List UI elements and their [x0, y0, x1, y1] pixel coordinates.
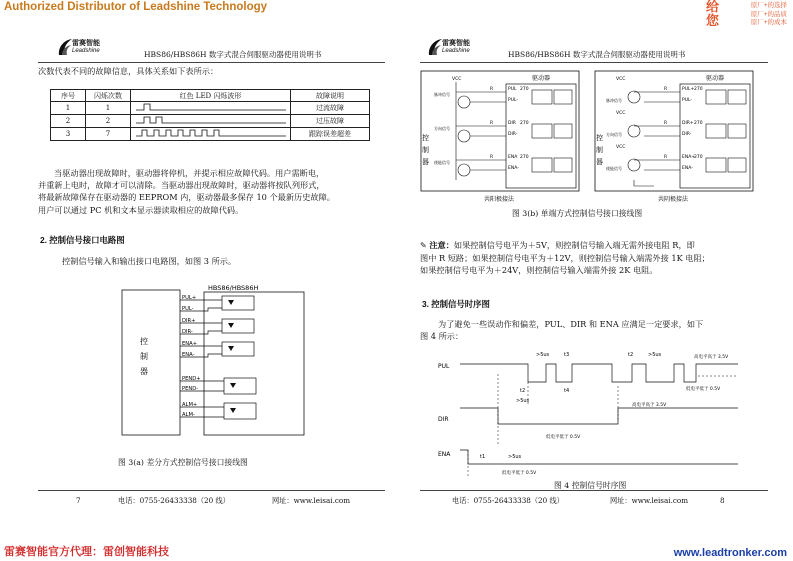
row-desc: 过压故障 [291, 115, 370, 128]
left-page-header [38, 34, 385, 63]
dir-high-level-label: 高电平高于 3.5V [632, 403, 667, 408]
signal-label: DIR- [508, 132, 518, 137]
leadshine-logo [56, 37, 118, 59]
row-desc: 过流故障 [291, 102, 370, 115]
ctrl-label-3: 器 [422, 158, 429, 166]
right-page-header [420, 34, 768, 63]
ena-signal-label: 使能信号 [434, 160, 450, 165]
led-waveform-7 [136, 128, 286, 138]
brand-slogan-mark [706, 1, 719, 29]
signal-label: ENA+ [182, 341, 198, 347]
footer-page-number: 8 [720, 496, 725, 505]
header-title: HBS86/HBS86H 数字式混合伺服驱动器使用说明书 [508, 50, 686, 59]
signal-label: ENA+ [682, 155, 696, 160]
row-count: 1 [86, 102, 131, 115]
driver-label: HBS86/HBS86H [208, 284, 259, 292]
row-no: 2 [51, 115, 86, 128]
logo-en-text: Leadshine [72, 48, 100, 54]
signal-label: DIR- [682, 132, 692, 137]
signal-label: ENA- [508, 166, 519, 171]
resistor-r-label-1: R [664, 87, 668, 92]
brand-mark-char-1: 给 [705, 0, 719, 15]
t2-label-2: t2 [520, 388, 526, 394]
section-intro: 控制信号输入和输出接口电路图，如图 3 所示。 [62, 256, 237, 266]
fault-table [50, 89, 370, 141]
section-heading-interface: 2. 控制信号接口电路图 [40, 235, 125, 245]
resistor-270-label-2: 270 [694, 121, 703, 126]
signal-label: ENA- [182, 352, 195, 358]
timing-intro-line-2: 图 4 所示： [420, 331, 464, 342]
timing-intro-line-1: 为了避免一些误动作和偏差，PUL、DIR 和 ENA 应满足一定要求，如下 [438, 319, 704, 329]
signal-label: PUL+ [182, 295, 197, 301]
signal-label: PUL- [682, 98, 693, 103]
brand-mark-char-2: 您 [705, 14, 719, 29]
note-line-1: 如果控制信号电平为＋5V，则控制信号输入端无需外接电阻 R，即 [453, 240, 695, 250]
signal-label: DIR [508, 121, 516, 126]
t1-label: t1 [480, 454, 486, 460]
brand-line-1: 原厂+的选择 [750, 2, 787, 9]
brand-slogan-lines [751, 2, 787, 28]
pulse-signal-label: 脉冲信号 [434, 92, 450, 97]
logo-cn-text: 雷赛智能 [442, 38, 470, 47]
resistor-270-label-2: 270 [520, 121, 529, 126]
resistor-r-label-3: R [664, 155, 668, 160]
para-line-2: 并重新上电时，故障才可以清除。当驱动器出现故障时，驱动器将按队列形式， [38, 180, 325, 191]
note-line-1-row [420, 239, 768, 252]
signal-list [508, 86, 519, 171]
note-line-3: 如果控制信号电平为＋24V，则控制信号输入端需外接 2K 电阻。 [420, 265, 658, 276]
resistor-r-label-1: R [490, 87, 494, 92]
row-no: 1 [51, 102, 86, 115]
signal-label: ENA- [682, 166, 693, 171]
gt5us-label-1: >5us [536, 352, 550, 358]
figure-4-caption: 图 4 控制信号时序图 [554, 481, 627, 490]
section-heading-timing: 3. 控制信号时序图 [422, 299, 490, 309]
timing-diagram [438, 346, 768, 486]
logo-cn-text: 雷赛智能 [72, 38, 100, 47]
figure-3a-caption: 图 3(a) 差分方式控制信号接口接线图 [118, 458, 248, 467]
distributor-banner: Authorized Distributor of Leadshine Technology [4, 1, 268, 13]
intro-text: 次数代表不同的故障信息，具体关系如下表所示： [38, 66, 219, 76]
signal-label: ALM- [182, 412, 195, 418]
right-page-footer [420, 490, 768, 505]
resistor-270-label-3: 270 [694, 155, 703, 160]
waveform-cell [131, 102, 291, 115]
note-block [420, 239, 768, 277]
col-no: 序号 [51, 90, 86, 102]
dir-label: DIR [438, 416, 449, 423]
brand-line-2: 原厂+的品质 [750, 10, 787, 18]
dir-signal-label: 方向信号 [606, 132, 622, 137]
signal-label: DIR+ [682, 121, 694, 126]
right-page [420, 34, 768, 514]
gt5us-label-4: >5us [508, 454, 522, 460]
ctrl-label-2: 制 [596, 146, 603, 154]
timing-intro [420, 318, 768, 342]
resistor-r-label-3: R [490, 155, 494, 160]
signal-label: PEND+ [182, 376, 201, 382]
pulse-signal-label: 脉冲信号 [606, 98, 622, 103]
differential-wiring-diagram [118, 282, 348, 437]
footer-phone: 电话：0755-26433338（20 线） [118, 496, 230, 505]
t3-label: t3 [564, 352, 570, 358]
t2-label-1: t2 [628, 352, 634, 358]
para-line-3: 将最新故障保存在驱动器的 EEPROM 内，驱动器最多保存 10 个最新历史故障。 [38, 192, 335, 203]
table-row [51, 102, 370, 115]
vcc-label-1: VCC [616, 77, 626, 82]
footer-page-number: 7 [76, 496, 81, 505]
signal-label: DIR- [182, 329, 193, 335]
signal-label: DIR+ [182, 318, 196, 324]
signal-label: ENA [508, 155, 518, 160]
common-cathode-caption: 共阴极接法 [658, 196, 689, 203]
ctrl-label-2: 制 [422, 146, 429, 154]
footer-website: 网址：www.leisai.com [272, 496, 351, 505]
signal-label: PUL- [508, 98, 519, 103]
agent-banner: 雷赛智能官方代理：雷创智能科技 [4, 546, 169, 558]
resistor-r-label-2: R [490, 121, 494, 126]
header-title: HBS86/HBS86H 数字式混合伺服驱动器使用说明书 [144, 50, 322, 59]
dir-signal-label: 方向信号 [434, 126, 450, 131]
waveform-cell [131, 128, 291, 141]
table-row [51, 128, 370, 141]
resistor-r-label-2: R [664, 121, 668, 126]
fault-paragraph [38, 167, 385, 216]
ctrl-label-3: 器 [596, 158, 603, 166]
fault-table-header [51, 90, 370, 102]
controller-label-3: 器 [140, 367, 148, 376]
common-cathode-diagram [594, 70, 754, 204]
row-count: 2 [86, 115, 131, 128]
led-waveform-1 [136, 102, 286, 112]
ena-low-level-label: 低电平低于 0.5V [502, 471, 537, 476]
ctrl-label-1: 控 [596, 134, 603, 142]
pul-label: PUL [438, 363, 450, 370]
signal-label: PEND- [182, 386, 199, 392]
common-anode-caption: 共阳极接法 [484, 196, 515, 203]
signal-list [182, 295, 201, 418]
note-icon: ✎ [420, 241, 427, 250]
waveform-cell [131, 115, 291, 128]
driver-label: 驱动器 [532, 75, 551, 82]
footer-website: 网址：www.leisai.com [610, 496, 689, 505]
signal-list [682, 86, 695, 171]
ena-label: ENA [438, 451, 451, 458]
signal-label: PUL [508, 87, 517, 92]
pul-high-level-label: 高电平高于 3.5V [694, 355, 729, 360]
note-label: 注意： [429, 240, 454, 250]
ctrl-label-1: 控 [422, 134, 429, 142]
dir-low-level-label: 低电平低于 0.5V [546, 435, 581, 440]
controller-label-2: 制 [140, 352, 148, 361]
signal-label: PUL+ [682, 87, 695, 92]
resistor-270-label-1: 270 [520, 87, 529, 92]
leadshine-logo [426, 37, 488, 59]
gt5us-label-3: >5us [516, 398, 530, 404]
col-desc: 故障说明 [291, 90, 370, 102]
table-row [51, 115, 370, 128]
footer-phone: 电话：0755-26433338（20 线） [452, 496, 564, 505]
controller-label-1: 控 [140, 337, 148, 346]
figure-3b-caption: 图 3(b) 单端方式控制信号接口接线图 [512, 209, 643, 218]
para-line-4: 用户可以通过 PC 机和文本显示器读取相应的故障代码。 [38, 204, 244, 215]
vcc-label-2: VCC [616, 111, 626, 116]
brand-line-3: 原厂+的成本 [750, 19, 787, 26]
resistor-270-label-1: 270 [694, 87, 703, 92]
pul-low-level-label: 低电平低于 0.5V [686, 387, 721, 392]
vcc-label-3: VCC [616, 145, 626, 150]
led-waveform-2 [136, 115, 286, 125]
ena-signal-label: 使能信号 [606, 166, 622, 171]
t4-label: t4 [564, 388, 570, 394]
left-page [38, 34, 385, 514]
logo-en-text: Leadshine [442, 48, 470, 54]
vcc-label: VCC [452, 77, 462, 82]
row-no: 3 [51, 128, 86, 141]
resistor-270-label-3: 270 [520, 155, 529, 160]
col-count: 闪烁次数 [86, 90, 131, 102]
left-page-footer [38, 490, 385, 505]
driver-label: 驱动器 [706, 75, 725, 82]
common-anode-diagram [420, 70, 580, 204]
col-waveform: 红色 LED 闪烁波形 [131, 90, 291, 102]
para-line-1: 当驱动器出现故障时，驱动器将停机，并提示相应故障代码。用户需断电， [54, 168, 325, 178]
signal-label: ALM+ [182, 402, 198, 408]
signal-label: PUL- [182, 306, 194, 312]
gt5us-label-2: >5us [648, 352, 662, 358]
website-banner: www.leadtronker.com [673, 547, 787, 559]
row-desc: 跟踪误差超差 [291, 128, 370, 141]
note-line-2: 图中 R 短路；如果控制信号电平为＋12V，则控制信号输入端需外接 1K 电阻； [420, 253, 710, 264]
row-count: 7 [86, 128, 131, 141]
